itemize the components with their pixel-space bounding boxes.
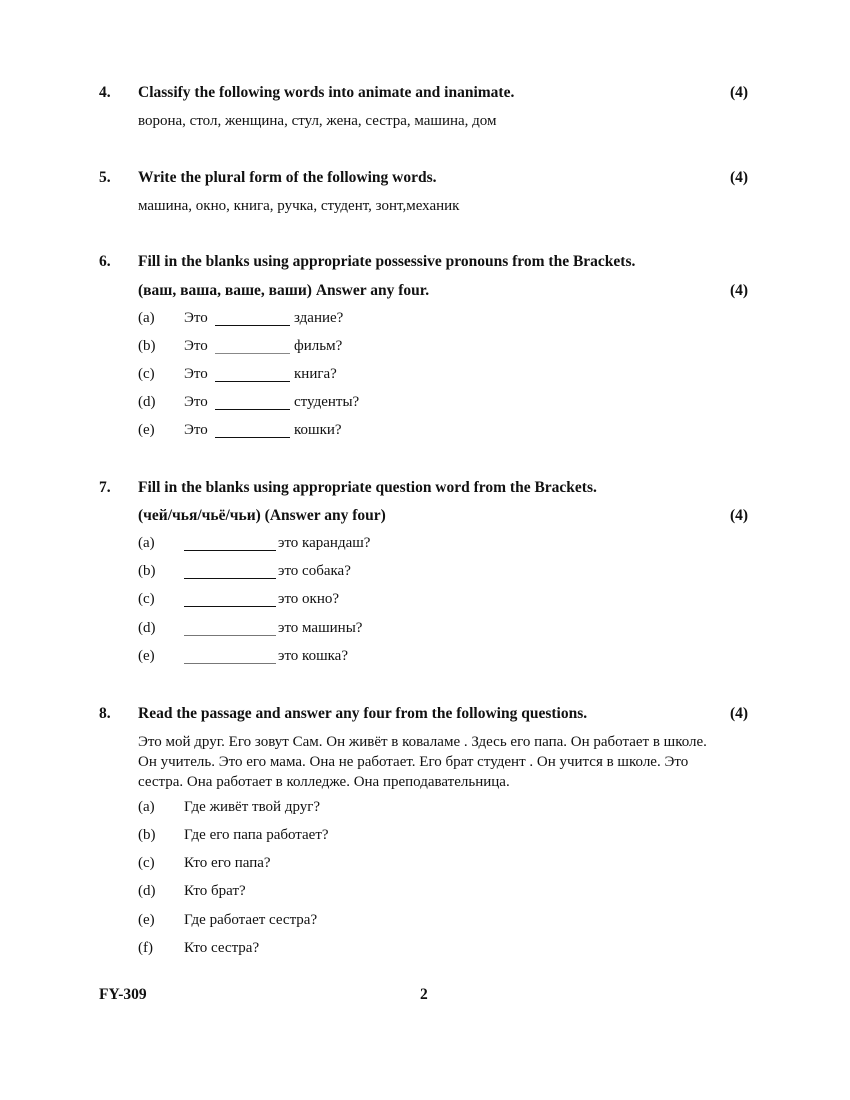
item-text: кошки? (294, 422, 342, 438)
item-text: это карандаш? (278, 535, 371, 551)
item-text: книга? (294, 366, 337, 382)
item-text: это кошка? (278, 648, 348, 664)
answer-blank (184, 591, 276, 607)
question-marks: (4) (730, 705, 749, 722)
word-list: ворона, стол, женщина, стул, жена, сестра, машина, дом (138, 113, 497, 129)
question-subtitle: (чей/чья/чьё/чьи) (Answer any four) (138, 507, 386, 524)
item-label: (d) (138, 883, 156, 899)
item-text: здание? (294, 310, 344, 326)
question-number: 6. (99, 253, 111, 270)
item-label: (d) (138, 394, 156, 410)
question-marks: (4) (730, 169, 749, 186)
answer-blank (215, 366, 290, 382)
question-marks: (4) (730, 507, 749, 524)
item-prefix: Это (184, 338, 208, 354)
item-text: фильм? (294, 338, 343, 354)
item-text: Кто его папа? (184, 855, 271, 871)
item-text: студенты? (294, 394, 360, 410)
answer-blank (184, 620, 276, 636)
answer-blank (215, 338, 290, 354)
item-label: (d) (138, 620, 156, 636)
answer-blank (184, 563, 276, 579)
item-text: Где живёт твой друг? (184, 799, 321, 815)
question-number: 4. (99, 84, 111, 101)
reading-passage: Это мой друг. Его зовут Сам. Он живёт в коваламе . Здесь его папа. Он работает в школе. Он учитель. Это его мама. Она не работает. Его брат студент . Он учится в школе. Это сестра. Она работает в колледже. Она преподавательница. (138, 734, 707, 790)
item-label: (b) (138, 338, 156, 354)
question-title: Fill in the blanks using appropriate question word from the Brackets. (138, 479, 597, 496)
item-text: Где работает сестра? (184, 912, 318, 928)
item-text: Кто брат? (184, 883, 246, 899)
question-number: 7. (99, 479, 111, 496)
answer-blank (215, 310, 290, 326)
item-label: (b) (138, 563, 156, 579)
item-label: (a) (138, 310, 155, 326)
question-number: 5. (99, 169, 111, 186)
item-prefix: Это (184, 422, 208, 438)
question-title: Classify the following words into animate and inanimate. (138, 84, 515, 101)
item-text: это окно? (278, 591, 340, 607)
question-title: Write the plural form of the following words. (138, 169, 437, 186)
item-label: (e) (138, 648, 155, 664)
item-label: (e) (138, 912, 155, 928)
answer-blank (215, 422, 290, 438)
question-title: Fill in the blanks using appropriate possessive pronouns from the Brackets. (138, 253, 636, 270)
item-prefix: Это (184, 394, 208, 410)
item-text: Где его папа работает? (184, 827, 329, 843)
question-number: 8. (99, 705, 111, 722)
question-marks: (4) (730, 84, 749, 101)
answer-blank (184, 648, 276, 664)
item-label: (c) (138, 591, 155, 607)
answer-blank (215, 394, 290, 410)
item-text: Кто сестра? (184, 940, 260, 956)
word-list: машина, окно, книга, ручка, студент, зонт,механик (138, 198, 460, 214)
item-label: (c) (138, 366, 155, 382)
item-label: (e) (138, 422, 155, 438)
item-label: (c) (138, 855, 155, 871)
item-text: это собака? (278, 563, 351, 579)
answer-blank (184, 535, 276, 551)
item-label: (a) (138, 535, 155, 551)
item-prefix: Это (184, 310, 208, 326)
question-marks: (4) (730, 282, 749, 299)
question-title: Read the passage and answer any four from the following questions. (138, 705, 588, 722)
item-text: это машины? (278, 620, 363, 636)
item-label: (f) (138, 940, 153, 956)
paper-code: FY-309 (99, 986, 147, 1003)
question-subtitle: (ваш, ваша, ваше, ваши) Answer any four. (138, 282, 430, 299)
page-number: 2 (420, 986, 428, 1003)
item-label: (a) (138, 799, 155, 815)
item-label: (b) (138, 827, 156, 843)
item-prefix: Это (184, 366, 208, 382)
